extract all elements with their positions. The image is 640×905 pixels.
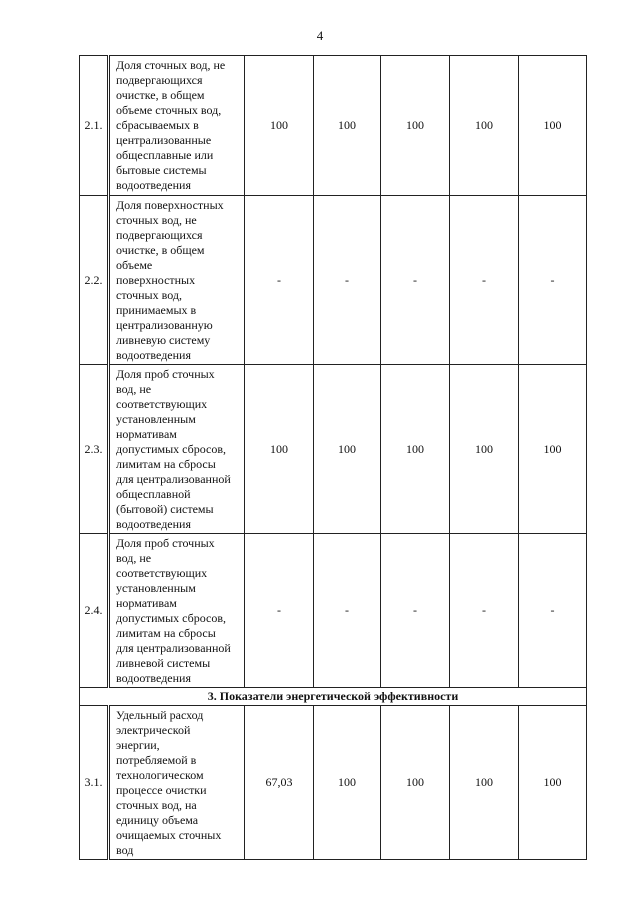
value-cell: 100 xyxy=(245,365,314,534)
description-line: лимитам на сбросы xyxy=(116,626,216,640)
description-line: очистке, в общем xyxy=(116,243,205,257)
description-line: централизованные xyxy=(116,133,212,147)
description-line: поверхностных xyxy=(116,273,196,287)
value-cell: 100 xyxy=(314,365,381,534)
table-row xyxy=(80,56,587,196)
description-line: нормативам xyxy=(116,427,177,441)
value-cell: - xyxy=(314,534,381,688)
description-line: сточных вод, не xyxy=(116,213,197,227)
row-number: 3.1. xyxy=(80,706,109,860)
value-cell: 100 xyxy=(381,365,450,534)
description-line: подвергающихся xyxy=(116,73,203,87)
description-line: общесплавной xyxy=(116,487,191,501)
description-line: установленным xyxy=(116,581,196,595)
section-title: 3. Показатели энергетической эффективности xyxy=(80,688,587,706)
description-line: соответствующих xyxy=(116,397,208,411)
table-row xyxy=(80,706,587,860)
description-line: водоотведения xyxy=(116,348,191,362)
description-line: установленным xyxy=(116,412,196,426)
description-line: вод, не xyxy=(116,551,152,565)
value-cell: - xyxy=(381,196,450,365)
description-line: Доля проб сточных xyxy=(116,536,215,550)
value-cell: 67,03 xyxy=(245,706,314,860)
description-line: водоотведения xyxy=(116,178,191,192)
description-line: для централизованной xyxy=(116,641,231,655)
description-line: нормативам xyxy=(116,596,177,610)
description-line: принимаемых в xyxy=(116,303,197,317)
description-line: Доля поверхностных xyxy=(116,198,224,212)
indicators-table xyxy=(79,55,587,860)
description-line: энергии, xyxy=(116,738,160,752)
description-line: сточных вод, xyxy=(116,288,182,302)
description-line: соответствующих xyxy=(116,566,208,580)
value-cell: 100 xyxy=(519,706,587,860)
description-line: допустимых сбросов, xyxy=(116,611,227,625)
description-line: Доля сточных вод, не xyxy=(116,58,226,72)
description-line: ливневой системы xyxy=(116,656,211,670)
indicator-description xyxy=(109,365,245,534)
indicator-description xyxy=(109,56,245,196)
description-line: электрической xyxy=(116,723,191,737)
page-number: 4 xyxy=(316,28,324,43)
indicator-description xyxy=(109,196,245,365)
description-line: сточных вод, на xyxy=(116,798,197,812)
description-line: централизованную xyxy=(116,318,213,332)
description-line: объеме сточных вод, xyxy=(116,103,222,117)
value-cell: - xyxy=(450,196,519,365)
value-cell: 100 xyxy=(381,706,450,860)
description-line: допустимых сбросов, xyxy=(116,442,227,456)
indicators-table-body xyxy=(80,56,587,860)
description-line: единицу объема xyxy=(116,813,199,827)
value-cell: 100 xyxy=(450,706,519,860)
description-line: водоотведения xyxy=(116,671,191,685)
description-line: объеме xyxy=(116,258,153,272)
value-cell: - xyxy=(381,534,450,688)
description-line: лимитам на сбросы xyxy=(116,457,216,471)
description-line: подвергающихся xyxy=(116,228,203,242)
value-cell: - xyxy=(314,196,381,365)
row-number: 2.4. xyxy=(80,534,109,688)
section-row xyxy=(80,688,587,706)
description-line: технологическом xyxy=(116,768,204,782)
description-line: вод, не xyxy=(116,382,152,396)
description-line: бытовые системы xyxy=(116,163,207,177)
value-cell: - xyxy=(245,534,314,688)
description-line: очистке, в общем xyxy=(116,88,205,102)
description-line: сбрасываемых в xyxy=(116,118,199,132)
description-line: вод xyxy=(116,843,134,857)
description-line: общесплавные или xyxy=(116,148,214,162)
value-cell: 100 xyxy=(519,56,587,196)
description-line: процессе очистки xyxy=(116,783,207,797)
value-cell: 100 xyxy=(314,706,381,860)
value-cell: - xyxy=(450,534,519,688)
description-line: для централизованной xyxy=(116,472,231,486)
value-cell: - xyxy=(519,196,587,365)
value-cell: 100 xyxy=(314,56,381,196)
value-cell: - xyxy=(245,196,314,365)
row-number: 2.2. xyxy=(80,196,109,365)
indicator-description xyxy=(109,534,245,688)
indicator-description xyxy=(109,706,245,860)
table-row xyxy=(80,365,587,534)
description-line: Удельный расход xyxy=(116,708,204,722)
description-line: ливневую систему xyxy=(116,333,211,347)
value-cell: 100 xyxy=(381,56,450,196)
value-cell: 100 xyxy=(519,365,587,534)
description-line: (бытовой) системы xyxy=(116,502,214,516)
value-cell: 100 xyxy=(245,56,314,196)
value-cell: 100 xyxy=(450,56,519,196)
description-line: потребляемой в xyxy=(116,753,197,767)
row-number: 2.3. xyxy=(80,365,109,534)
table-row xyxy=(80,534,587,688)
value-cell: - xyxy=(519,534,587,688)
description-line: Доля проб сточных xyxy=(116,367,215,381)
description-line: водоотведения xyxy=(116,517,191,531)
row-number: 2.1. xyxy=(80,56,109,196)
value-cell: 100 xyxy=(450,365,519,534)
table-row xyxy=(80,196,587,365)
description-line: очищаемых сточных xyxy=(116,828,222,842)
